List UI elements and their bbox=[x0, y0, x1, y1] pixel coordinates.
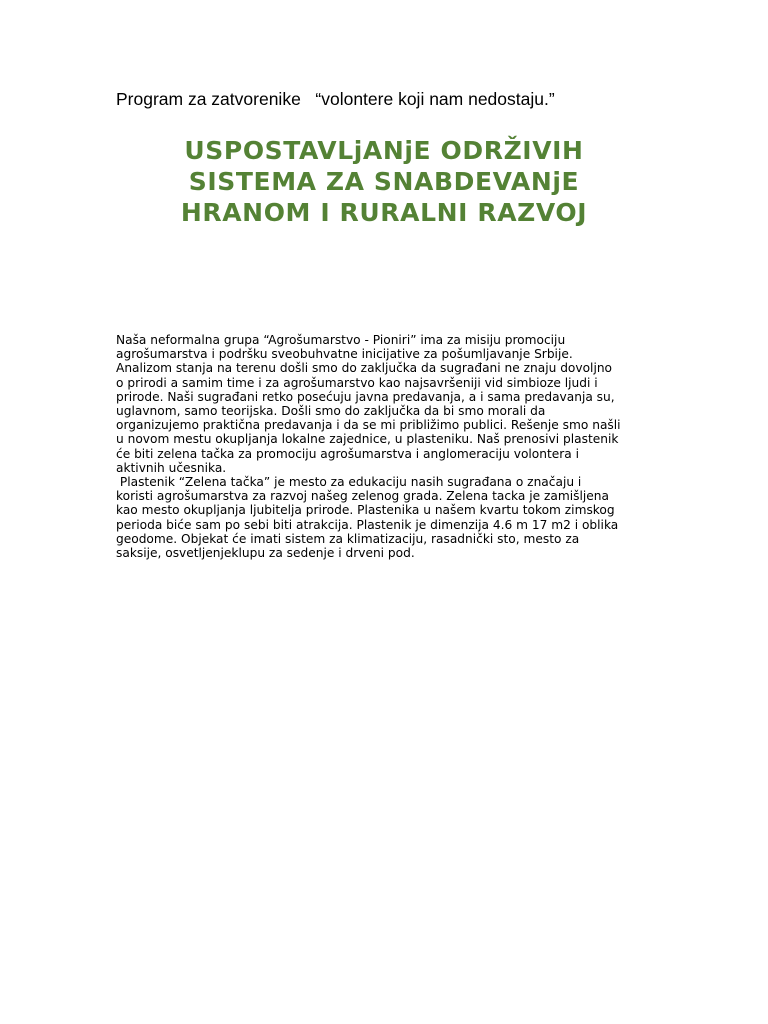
body-line: o prirodi a samim time i za agrošumarstvo kao najsavršeniji vid simbioze ljudi i bbox=[116, 375, 598, 390]
body-line: koristi agrošumarstva za razvoj našeg zelenog grada. Zelena tacka je zamišljena bbox=[116, 489, 609, 504]
body-line: uglavnom, samo teorijska. Došli smo do zaključka da bi smo morali da bbox=[116, 404, 546, 419]
body-line: prirode. Naši sugrađani retko posećuju javna predavanja, a i sama predavanja su, bbox=[116, 389, 615, 404]
body-line: Naša neformalna grupa “Agrošumarstvo - Pioniri” ima za misiju promociju bbox=[116, 333, 566, 347]
title-line: SISTEMA ZA SNABDEVANjE bbox=[188, 167, 580, 196]
body-line: aktivnih učesnika. bbox=[116, 460, 227, 475]
body-line: agrošumarstva i podršku sveobuhvatne inicijative za pošumljavanje Srbije. bbox=[116, 347, 573, 362]
body-line: Analizom stanja na terenu došli smo do zaključka da sugrađani ne znaju dovoljno bbox=[116, 361, 613, 376]
body-line: organizujemo praktična predavanja i da se mi približimo publici. Rešenje smo našli bbox=[116, 418, 621, 433]
body-line: kao mesto okupljanja ljubitelja prirode. Plastenika u našem kvartu tokom zimskog bbox=[116, 503, 615, 518]
title-line: HRANOM I RURALNI RAZVOJ bbox=[180, 198, 588, 227]
title-line: USPOSTAVLjANjE ODRŽIVIH bbox=[184, 136, 584, 165]
body-line: u novom mestu okupljanja lokalne zajednice, u plasteniku. Naš prenosivi plastenik bbox=[116, 432, 619, 447]
body-line: perioda biće sam po sebi biti atrakcija. Plastenik je dimenzija 4.6 m 17 m2 i oblika bbox=[116, 517, 619, 532]
body-line: geodome. Objekat će imati sistem za klimatizaciju, rasadnički sto, mesto za bbox=[116, 531, 580, 546]
body-line: će biti zelena tačka za promociju agrošumarstva i anglomeraciju volontera i bbox=[116, 446, 580, 461]
program-subtitle: Program za zatvorenike “volontere koji nam nedostaju.” bbox=[116, 89, 555, 109]
body-line: saksije, osvetljenjeklupu za sedenje i drveni pod. bbox=[116, 546, 415, 561]
body-line: Plastenik “Zelena tačka” je mesto za edukaciju nasih sugrađana o značaju i bbox=[116, 475, 582, 490]
body-paragraphs bbox=[116, 333, 661, 560]
document-title bbox=[116, 135, 652, 228]
